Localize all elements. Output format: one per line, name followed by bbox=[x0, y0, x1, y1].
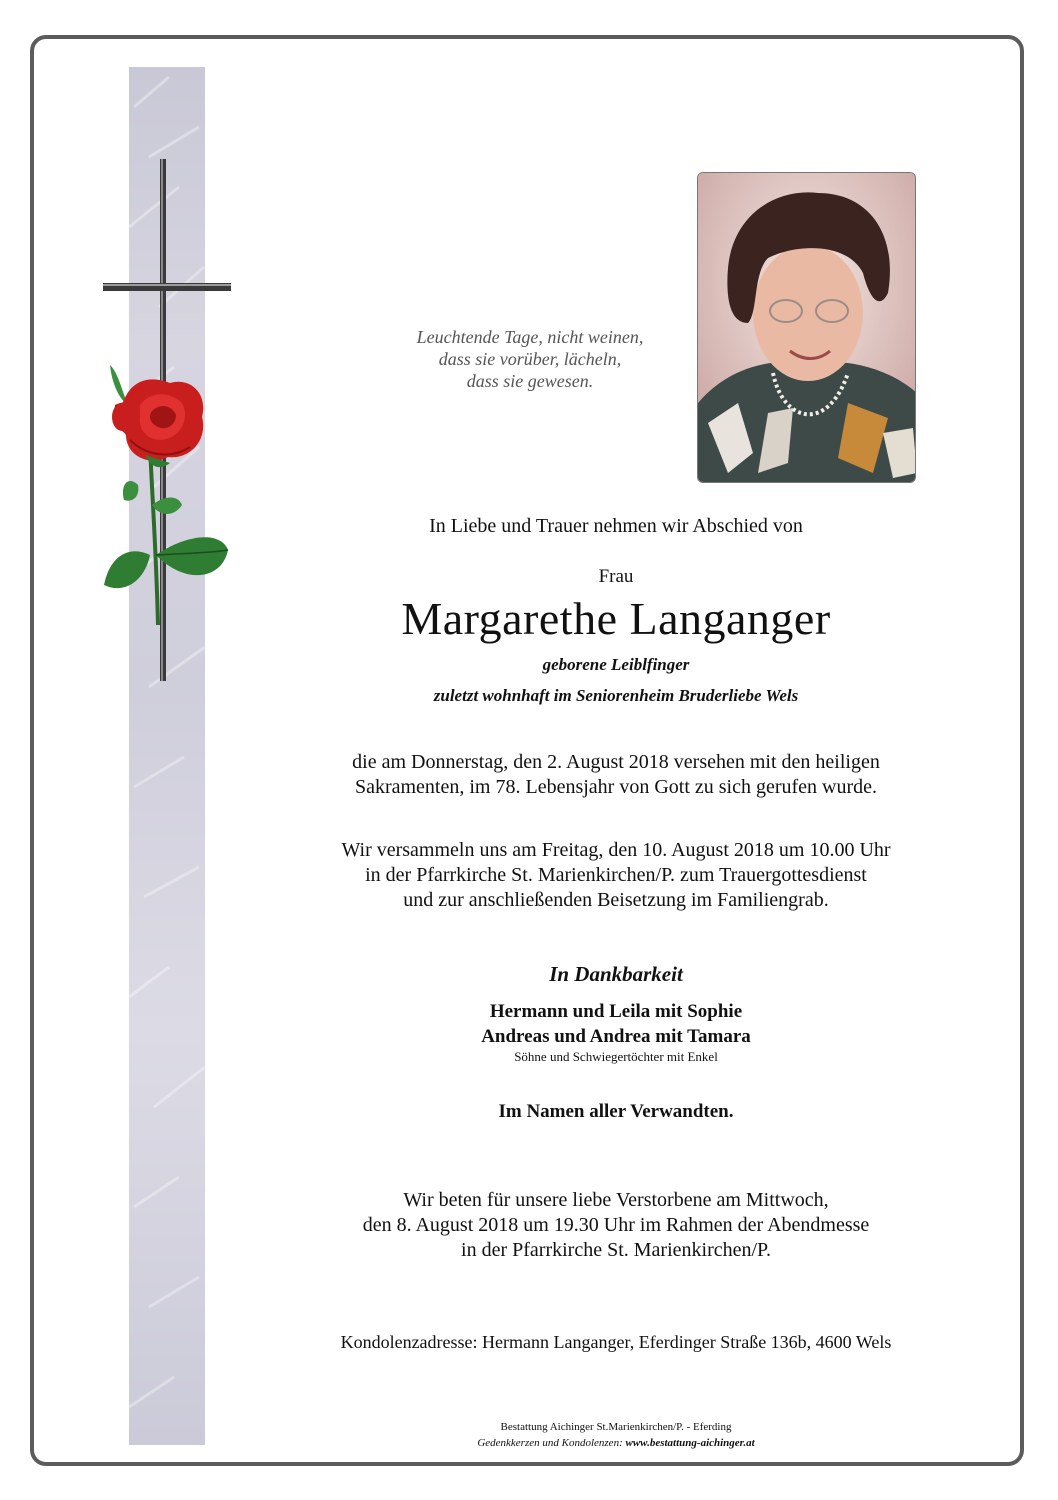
funeral-notice-line: in der Pfarrkirche St. Marienkirchen/P. zum Trauergottesdienst bbox=[365, 864, 867, 886]
deceased-name: Margarethe Langanger bbox=[401, 593, 831, 644]
funeral-notice bbox=[300, 838, 932, 913]
quote-line: Leuchtende Tage, nicht weinen, bbox=[416, 327, 644, 347]
birth-name: geborene Leiblfinger bbox=[542, 655, 690, 674]
family-relation: Söhne und Schwiegertöchter mit Enkel bbox=[514, 1049, 718, 1064]
funeral-home-name: Bestattung Aichinger St.Marienkirchen/P. - Eferding bbox=[500, 1421, 732, 1433]
intro-text: In Liebe und Trauer nehmen wir Abschied von bbox=[429, 515, 803, 537]
death-notice-line: Sakramenten, im 78. Lebensjahr von Gott zu sich gerufen wurde. bbox=[354, 776, 878, 798]
quote-line: dass sie vorüber, lächeln, bbox=[438, 349, 622, 369]
footer-links-line bbox=[300, 1437, 932, 1449]
salutation: Frau bbox=[598, 566, 634, 587]
thanks-heading: In Dankbarkeit bbox=[549, 962, 683, 986]
footer-prefix: Gedenkkerzen und Kondolenzen: bbox=[477, 1437, 626, 1449]
prayer-notice-line: den 8. August 2018 um 19.30 Uhr im Rahmen der Abendmesse bbox=[362, 1214, 870, 1236]
memorial-quote bbox=[360, 326, 700, 392]
family-line: Hermann und Leila mit Sophie bbox=[489, 1001, 743, 1022]
quote-line: dass sie gewesen. bbox=[466, 371, 594, 391]
funeral-notice-line: und zur anschließenden Beisetzung im Familiengrab. bbox=[403, 889, 829, 911]
death-notice-line: die am Donnerstag, den 2. August 2018 versehen mit den heiligen bbox=[352, 751, 880, 773]
website-link[interactable]: www.bestattung-aichinger.at bbox=[625, 1437, 755, 1449]
portrait-photo bbox=[697, 172, 916, 483]
funeral-notice-line: Wir versammeln uns am Freitag, den 10. August 2018 um 10.00 Uhr bbox=[341, 839, 891, 861]
condolence-address: Kondolenzadresse: Hermann Langanger, Eferdinger Straße 136b, 4600 Wels bbox=[340, 1332, 892, 1352]
cross-rose-decoration bbox=[90, 155, 235, 685]
family-line: Andreas und Andrea mit Tamara bbox=[481, 1026, 751, 1047]
prayer-notice-line: in der Pfarrkirche St. Marienkirchen/P. bbox=[461, 1239, 771, 1261]
prayer-notice-line: Wir beten für unsere liebe Verstorbene am Mittwoch, bbox=[403, 1189, 829, 1211]
portrait-image bbox=[698, 173, 916, 483]
prayer-notice bbox=[300, 1188, 932, 1263]
family-names bbox=[300, 999, 932, 1049]
death-notice bbox=[300, 750, 932, 800]
relatives-line: Im Namen aller Verwandten. bbox=[498, 1101, 734, 1122]
last-residence: zuletzt wohnhaft im Seniorenheim Bruderliebe Wels bbox=[433, 686, 799, 705]
